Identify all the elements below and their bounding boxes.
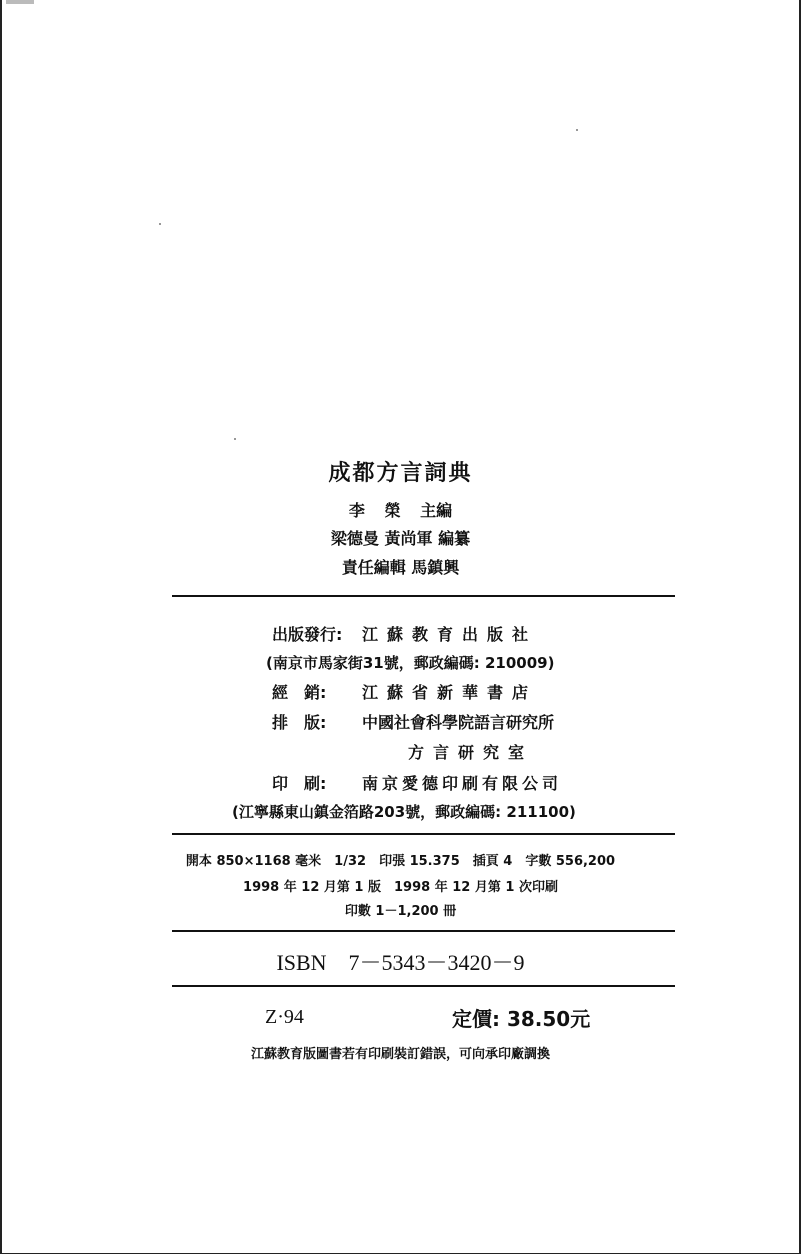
- format-specs: 開本 850×1168 毫米 1/32 印張 15.375 插頁 4 字數 556,200: [185, 854, 616, 869]
- book-title: 成都方言詞典: [328, 461, 473, 486]
- divider: [172, 985, 675, 987]
- publisher-row: [272, 622, 537, 645]
- distributor-row: [272, 680, 537, 703]
- responsible-editor: 責任編輯 馬鎮興: [341, 558, 460, 577]
- scan-speck: [576, 129, 578, 131]
- typesetter-name: 中國社會科學院語言研究所: [362, 713, 555, 732]
- scan-corner-mark: [6, 0, 34, 4]
- classification-code: Z·94: [265, 1006, 304, 1028]
- printer-address: (江寧縣東山鎮金箔路203號，郵政編碼: 211100): [232, 803, 576, 821]
- print-run: 印數 1－1,200 冊: [344, 904, 457, 919]
- typesetter-row-2: [408, 740, 533, 763]
- compilers: 梁德曼 黃尚軍 編纂: [330, 529, 471, 548]
- price: 定價: 38.50元: [452, 1007, 591, 1031]
- divider: [172, 930, 675, 932]
- distributor-label: 經 銷:: [272, 683, 327, 702]
- scan-speck: [234, 438, 236, 440]
- printer-label: 印 刷:: [272, 774, 327, 793]
- printer-name: 南京愛德印刷有限公司: [362, 774, 563, 793]
- typesetter-label: 排 版:: [272, 713, 327, 732]
- typesetter-row: [272, 710, 554, 733]
- publisher-label: 出版發行:: [272, 625, 343, 644]
- divider: [172, 595, 675, 597]
- distributor-name: 江蘇省新華書店: [362, 683, 538, 702]
- publisher-address: (南京市馬家街31號，郵政編碼: 210009): [266, 654, 555, 672]
- edition-info: 1998 年 12 月第 1 版 1998 年 12 月第 1 次印刷: [243, 880, 558, 895]
- typesetter-dept: 方言研究室: [408, 743, 534, 762]
- replacement-notice: 江蘇教育版圖書若有印刷裝訂錯誤，可向承印廠調換: [250, 1047, 550, 1062]
- publisher-name: 江蘇教育出版社: [362, 625, 538, 644]
- scan-speck: [159, 223, 161, 225]
- divider: [172, 833, 675, 835]
- chief-editor: 李 榮 主編: [348, 501, 453, 520]
- isbn: ISBN 7－5343－3420－9: [276, 950, 525, 975]
- printer-row: [272, 771, 562, 794]
